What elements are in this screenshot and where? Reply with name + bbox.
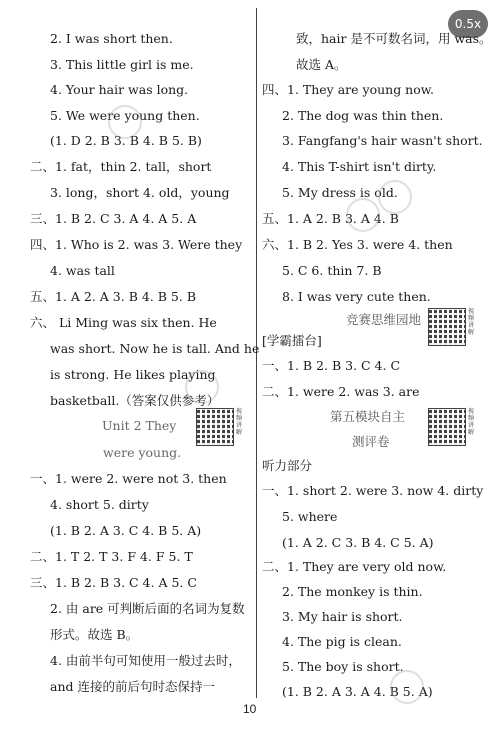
answer-line: (1. B 2. A 3. C 4. B 5. A) xyxy=(50,523,202,538)
answer-line: 六、 Li Ming was six then. He xyxy=(30,315,217,330)
section-title: 竞赛思维园地 xyxy=(346,312,422,327)
answer-line: 3. Fangfang's hair wasn't short. xyxy=(282,133,483,148)
page-number: 10 xyxy=(243,702,257,716)
answer-line: 4. This T-shirt isn't dirty. xyxy=(282,159,437,174)
answer-line: 2. I was short then. xyxy=(50,31,173,46)
answer-line: 4. Your hair was long. xyxy=(50,82,189,97)
answer-line: 四、1. They are young now. xyxy=(262,82,434,97)
answer-line: 二、1. T 2. T 3. F 4. F 5. T xyxy=(30,549,193,564)
answer-line: 四、1. Who is 2. was 3. Were they xyxy=(30,237,243,252)
answer-line: 二、1. fat，thin 2. tall，short xyxy=(30,159,212,174)
answer-line: 4. short 5. dirty xyxy=(50,497,149,512)
answer-line: (1. B 2. A 3. A 4. B 5. A) xyxy=(282,684,433,699)
watermark-icon xyxy=(346,198,380,232)
qr-label: 视频讲解 xyxy=(468,308,475,336)
unit-title: were young. xyxy=(103,445,182,460)
qr-code-icon xyxy=(428,408,466,446)
watermark-icon xyxy=(378,180,412,214)
answer-line: 2. The dog was thin then. xyxy=(282,108,444,123)
qr-label: 视频讲解 xyxy=(468,408,475,436)
answer-line: 致，hair 是不可数名词，用 was。 xyxy=(296,31,492,46)
answer-line: 故选 A。 xyxy=(296,57,347,72)
answer-line: 5. where xyxy=(282,509,338,524)
answer-line: 二、1. They are very old now. xyxy=(262,559,447,574)
answer-line: 五、1. A 2. A 3. B 4. B 5. B xyxy=(30,289,197,304)
watermark-icon xyxy=(390,670,424,704)
answer-line: 三、1. B 2. C 3. A 4. A 5. A xyxy=(30,211,197,226)
watermark-icon xyxy=(108,105,142,139)
watermark-icon xyxy=(185,370,219,404)
answer-line: 3. My hair is short. xyxy=(282,609,403,624)
answer-line: is strong. He likes playing xyxy=(50,367,216,382)
answer-line: 2. 由 are 可判断后面的名词为复数 xyxy=(50,601,245,616)
answer-line: 一、1. B 2. B 3. C 4. C xyxy=(262,358,401,373)
answer-line: 一、1. were 2. were not 3. then xyxy=(30,471,227,486)
unit-title: Unit 2 They xyxy=(102,418,177,433)
answer-line: 一、1. short 2. were 3. now 4. dirty xyxy=(262,483,484,498)
qr-code-icon xyxy=(196,408,234,446)
answer-line: (1. D 2. B 3. B 4. B 5. B) xyxy=(50,133,202,148)
answer-line: 形式。故选 B。 xyxy=(50,627,139,642)
section-title: 测评卷 xyxy=(352,434,390,449)
qr-label: 视频讲解 xyxy=(236,408,243,436)
answer-line: 五、1. A 2. B 3. A 4. B xyxy=(262,211,399,226)
answer-line: and 连接的前后句时态保持一 xyxy=(50,679,215,694)
answer-line: 2. The monkey is thin. xyxy=(282,584,423,599)
answer-line: 8. I was very cute then. xyxy=(282,289,431,304)
answer-line: 4. 由前半句可知使用一般过去时， xyxy=(50,653,241,668)
zoom-badge[interactable]: 0.5x xyxy=(448,10,488,38)
answer-line: basketball.（答案仅供参考） xyxy=(50,393,220,408)
answer-line: 5. The boy is short. xyxy=(282,659,404,674)
answer-line: 4. was tall xyxy=(50,263,115,278)
answer-line: (1. A 2. C 3. B 4. C 5. A) xyxy=(282,535,434,550)
answer-line: 3. This little girl is me. xyxy=(50,57,194,72)
section-heading: 听力部分 xyxy=(262,458,313,473)
answer-line: 3. long，short 4. old，young xyxy=(50,185,230,200)
answer-line: 5. We were young then. xyxy=(50,108,200,123)
answer-line: was short. Now he is tall. And he xyxy=(50,341,260,356)
answer-line: 三、1. B 2. B 3. C 4. A 5. C xyxy=(30,575,197,590)
answer-line: [学霸擂台] xyxy=(262,333,322,348)
answer-line: 六、1. B 2. Yes 3. were 4. then xyxy=(262,237,453,252)
qr-code-icon xyxy=(428,308,466,346)
answer-line: 二、1. were 2. was 3. are xyxy=(262,384,420,399)
answer-line: 5. C 6. thin 7. B xyxy=(282,263,382,278)
answer-line: 5. My dress is old. xyxy=(282,185,398,200)
answer-line: 4. The pig is clean. xyxy=(282,634,402,649)
section-title: 第五模块自主 xyxy=(330,409,406,424)
